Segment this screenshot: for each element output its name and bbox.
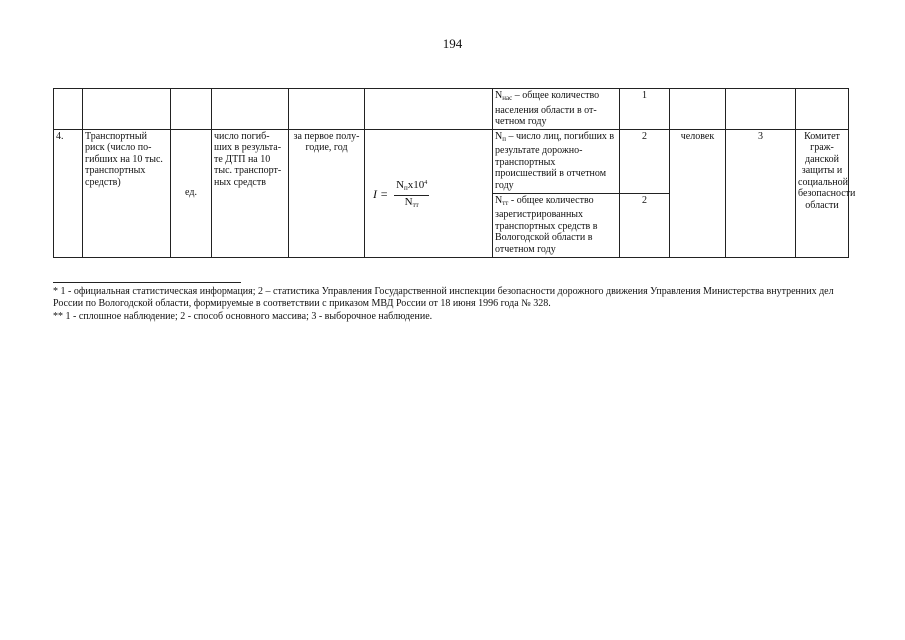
cell-empty <box>726 89 796 130</box>
cell-empty <box>54 89 83 130</box>
indicator-period: за первое полу-годие, год <box>289 129 365 257</box>
cell-empty <box>289 89 365 130</box>
component-deaths: $N_п$ – число лиц, погибших в результате дорожно-транспортных происшествий в отчетном году <box>493 129 620 193</box>
table-row-continued <box>54 89 849 130</box>
cell-empty <box>171 89 212 130</box>
formula-cell <box>365 129 493 257</box>
responsible-body: Комитет граж-данской защиты и социальной безопасности области <box>796 129 849 257</box>
page-number: 194 <box>442 36 463 51</box>
component-vehicles-source: 2 <box>620 193 670 257</box>
footnote-methods: ** 1 - сплошное наблюдение; 2 - способ основного массива; 3 - выборочное наблюдение. <box>53 311 433 322</box>
indicator-method: 3 <box>726 129 796 257</box>
cell-empty <box>796 89 849 130</box>
component-vehicles: $N_{тт}$ - общее количество зарегистрированных транспортных средств в Вологодской области в отчетном году <box>493 193 620 257</box>
footnote-sources: * 1 - официальная статистическая информация; 2 – статистика Управления Государственной инспекции безопасности дорожного движения Управления Министерства внутренних дел России по Вологодской области, формируемые в соответствии с приказом МВД России от 18 июня 1996 года № 328. <box>53 286 834 309</box>
indicator-unit-2: человек <box>670 129 726 257</box>
cell-empty <box>365 89 493 130</box>
table-row <box>54 129 849 193</box>
indicator-name: Транспортный риск (число по-гибших на 10 тыс. транспортных средств) <box>83 129 171 257</box>
risk-formula: I = $\frac{N_пх10^4}{N_{тт}}$ <box>373 178 428 209</box>
cell-empty <box>670 89 726 130</box>
cell-empty <box>212 89 289 130</box>
population-definition: $N_{нас}$ – общее количество населения области в от-четном году <box>493 89 620 130</box>
indicator-unit: ед. <box>171 129 212 257</box>
indicator-table <box>53 88 856 258</box>
indicator-definition: число погиб-ших в результа-те ДТП на 10 тыс. транспорт-ных средств <box>212 129 289 257</box>
footnote-divider <box>53 282 241 283</box>
cell-empty <box>83 89 171 130</box>
population-method: 1 <box>620 89 670 130</box>
row-number: 4. <box>54 129 83 257</box>
component-deaths-source: 2 <box>620 129 670 193</box>
